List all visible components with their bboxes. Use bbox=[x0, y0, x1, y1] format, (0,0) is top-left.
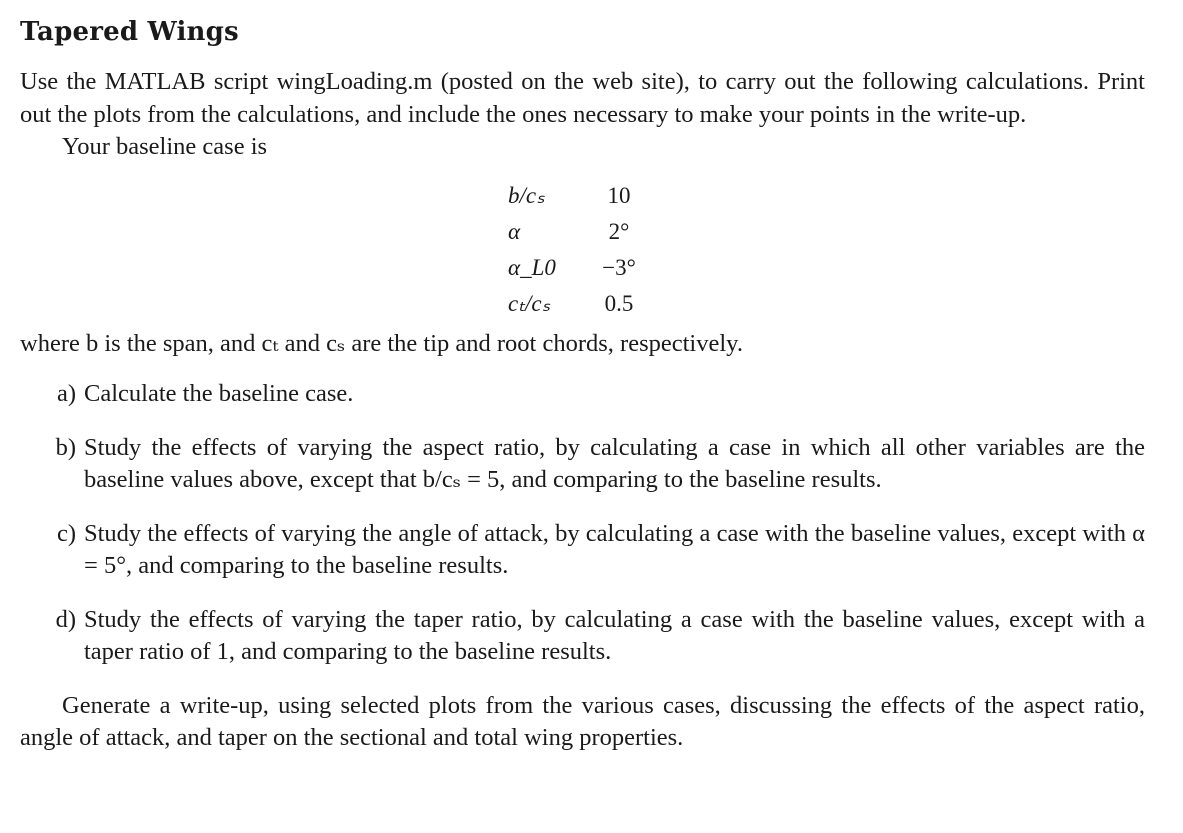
task-marker: c) bbox=[56, 519, 76, 547]
parameter-row bbox=[508, 178, 644, 214]
task-text: Calculate the baseline case. bbox=[84, 380, 354, 407]
task-item bbox=[20, 378, 1145, 411]
baseline-lead: Your baseline case is bbox=[62, 133, 268, 160]
parameter-symbol: α_L0 bbox=[508, 254, 556, 280]
document-page bbox=[20, 14, 1145, 755]
parameter-row bbox=[508, 250, 644, 286]
parameter-symbol: cₜ/cₛ bbox=[508, 290, 551, 316]
parameter-symbol: α bbox=[508, 218, 521, 244]
task-marker: d) bbox=[55, 605, 76, 633]
task-item bbox=[20, 518, 1145, 583]
task-marker: a) bbox=[56, 380, 76, 407]
parameter-value: 10 bbox=[607, 182, 631, 208]
task-list bbox=[20, 378, 1145, 669]
document-title: Tapered Wings bbox=[20, 17, 239, 47]
baseline-parameters-table bbox=[508, 178, 644, 322]
parameter-value: −3° bbox=[602, 254, 636, 280]
parameter-value: 2° bbox=[608, 218, 630, 244]
parameter-row bbox=[508, 214, 644, 250]
definitions-paragraph: where b is the span, and cₜ and cₛ are the tip and root chords, respectively. bbox=[20, 329, 743, 357]
parameter-value: 0.5 bbox=[604, 290, 634, 316]
closing-paragraph: Generate a write-up, using selected plots from the various cases, discussing the effects of the aspect ratio, angle of attack, and taper on the sectional and total wing properties. bbox=[20, 691, 1145, 751]
parameter-row bbox=[508, 286, 644, 322]
intro-paragraph: Use the MATLAB script wingLoading.m (posted on the web site), to carry out the following calculations. Print out the plots from the calculations, and include the ones necessary to make your points in the write-up. bbox=[20, 68, 1145, 128]
task-text: Study the effects of varying the taper ratio, by calculating a case with the baseline values, except with a taper ratio of 1, and comparing to the baseline results. bbox=[84, 605, 1145, 665]
task-text: Study the effects of varying the aspect ratio, by calculating a case in which all other variables are the baseline values above, except that b/cₛ = 5, and comparing to the baseline results. bbox=[84, 433, 1145, 493]
task-marker: b) bbox=[55, 433, 76, 461]
parameter-symbol: b/cₛ bbox=[508, 182, 545, 208]
task-item bbox=[20, 432, 1145, 497]
task-item bbox=[20, 604, 1145, 669]
task-text: Study the effects of varying the angle of attack, by calculating a case with the baseline values, except with α = 5°, and comparing to the baseline results. bbox=[84, 519, 1145, 579]
